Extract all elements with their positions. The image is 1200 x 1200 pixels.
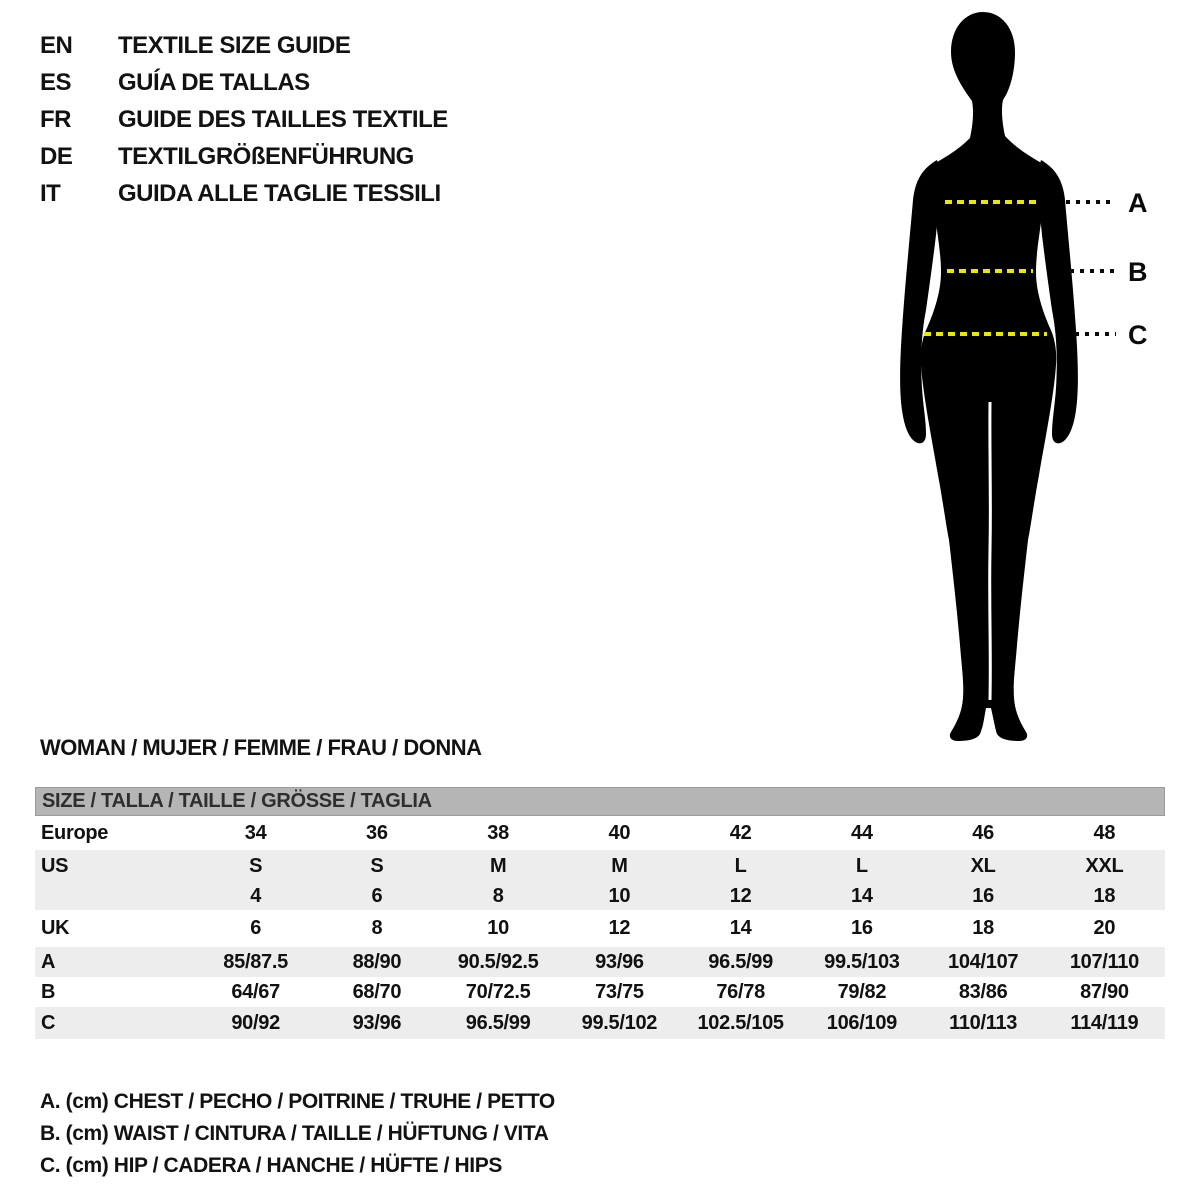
table-cell: 70/72.5: [465, 980, 531, 1003]
table-row-us-letter: [35, 850, 1165, 882]
language-row-es: [40, 64, 448, 101]
waist-connector-line: [1070, 269, 1116, 273]
chest-measure-line: [945, 200, 1040, 204]
marker-label-a: A: [1128, 188, 1148, 218]
table-cell: 38: [487, 821, 509, 844]
row-label: C: [41, 1011, 56, 1034]
row-label: A: [41, 950, 56, 973]
table-cell: S: [249, 854, 263, 877]
table-cell: 18: [1093, 884, 1116, 907]
table-cell: 18: [972, 917, 994, 939]
table-cell: 99.5/103: [824, 950, 900, 973]
table-cell: 99.5/102: [581, 1011, 658, 1034]
legend-hip: C. (cm) HIP / CADERA / HANCHE / HÜFTE / HIPS: [40, 1154, 502, 1177]
row-label: Europe: [41, 821, 109, 844]
language-row-fr: [40, 101, 448, 138]
table-cell: XL: [970, 854, 996, 877]
table-cell: 96.5/99: [708, 950, 773, 973]
table-cell: 102.5/105: [697, 1011, 784, 1034]
table-cell: L: [855, 854, 868, 877]
marker-label-b: B: [1128, 257, 1148, 287]
table-row-us-numeric: [35, 882, 1165, 910]
table-cell: 106/109: [826, 1011, 897, 1034]
row-label: US: [41, 854, 69, 877]
table-row-waist: [35, 977, 1165, 1007]
table-cell: 114/119: [1070, 1011, 1139, 1034]
language-code: EN: [40, 31, 73, 59]
measurement-legend: [40, 1086, 555, 1182]
table-cell: 93/96: [352, 1011, 402, 1034]
table-cell: 42: [729, 821, 752, 844]
table-header: SIZE / TALLA / TAILLE / GRÖSSE / TAGLIA: [35, 787, 1165, 816]
hip-connector-line: [1075, 332, 1116, 336]
table-cell: 104/107: [948, 950, 1019, 973]
language-label: GUIDE DES TAILLES TEXTILE: [118, 105, 448, 133]
table-cell: 10: [487, 917, 509, 939]
table-cell: L: [734, 854, 747, 877]
woman-silhouette-drawing: [893, 10, 1088, 745]
language-code: FR: [40, 105, 71, 133]
table-cell: 44: [851, 821, 873, 844]
table-cell: M: [489, 854, 507, 877]
table-cell: 8: [492, 884, 504, 907]
table-cell: 10: [608, 884, 631, 907]
table-cell: 83/86: [958, 980, 1008, 1003]
table-cell: 76/78: [716, 980, 765, 1003]
table-cell: 87/90: [1080, 980, 1129, 1003]
size-guide-table: [35, 787, 1165, 1039]
table-cell: 16: [851, 917, 873, 939]
legend-waist: B. (cm) WAIST / CINTURA / TAILLE / HÜFTUNG / VITA: [40, 1122, 549, 1145]
language-label: GUIDA ALLE TAGLIE TESSILI: [118, 179, 441, 207]
table-cell: 107/110: [1069, 950, 1139, 973]
chest-connector-line: [1066, 200, 1116, 204]
table-cell: 110/113: [949, 1011, 1018, 1034]
table-cell: 88/90: [352, 950, 402, 973]
table-row-europe: [35, 816, 1165, 850]
table-cell: 64/67: [231, 980, 280, 1003]
table-cell: 79/82: [837, 980, 887, 1003]
table-cell: 46: [972, 821, 994, 844]
section-title: WOMAN / MUJER / FEMME / FRAU / DONNA: [40, 735, 482, 760]
language-row-en: [40, 27, 448, 64]
table-cell: 8: [371, 917, 383, 939]
row-label: B: [41, 980, 56, 1003]
table-cell: 16: [972, 884, 994, 907]
table-cell: 85/87.5: [223, 950, 288, 973]
language-row-it: [40, 175, 448, 212]
language-label: GUÍA DE TALLAS: [118, 68, 310, 96]
language-list: [40, 27, 448, 212]
row-label: UK: [41, 917, 70, 939]
table-cell: 93/96: [595, 950, 644, 973]
marker-label-c: C: [1128, 320, 1148, 350]
table-cell: 73/75: [595, 980, 644, 1003]
language-row-de: [40, 138, 448, 175]
table-cell: 12: [729, 884, 752, 907]
table-cell: 34: [244, 821, 267, 844]
language-code: IT: [40, 179, 61, 207]
table-cell: 6: [250, 917, 262, 939]
table-cell: 12: [608, 917, 631, 939]
hip-measure-line: [924, 332, 1047, 336]
table-cell: 4: [250, 884, 262, 907]
legend-chest: A. (cm) CHEST / PECHO / POITRINE / TRUHE / PETTO: [40, 1090, 555, 1113]
language-label: TEXTILGRÖßENFÜHRUNG: [118, 142, 414, 170]
language-code: DE: [40, 142, 73, 170]
table-cell: 36: [366, 821, 388, 844]
table-cell: 40: [608, 821, 631, 844]
woman-silhouette: [893, 10, 1088, 745]
table-cell: 68/70: [352, 980, 402, 1003]
table-cell: 48: [1093, 821, 1116, 844]
table-row-uk: [35, 910, 1165, 947]
table-row-hip: [35, 1007, 1165, 1039]
table-cell: 14: [851, 884, 873, 907]
table-cell: 20: [1093, 917, 1116, 939]
table-cell: 6: [371, 884, 383, 907]
language-code: ES: [40, 68, 72, 96]
table-cell: 96.5/99: [465, 1011, 531, 1034]
language-label: TEXTILE SIZE GUIDE: [118, 31, 351, 59]
table-cell: S: [370, 854, 384, 877]
table-cell: XXL: [1085, 854, 1124, 877]
waist-measure-line: [947, 269, 1033, 273]
table-cell: 90/92: [231, 1011, 280, 1034]
table-cell: M: [611, 854, 628, 877]
table-row-chest: [35, 947, 1165, 977]
table-cell: 90.5/92.5: [457, 950, 539, 973]
table-cell: 14: [729, 917, 752, 939]
